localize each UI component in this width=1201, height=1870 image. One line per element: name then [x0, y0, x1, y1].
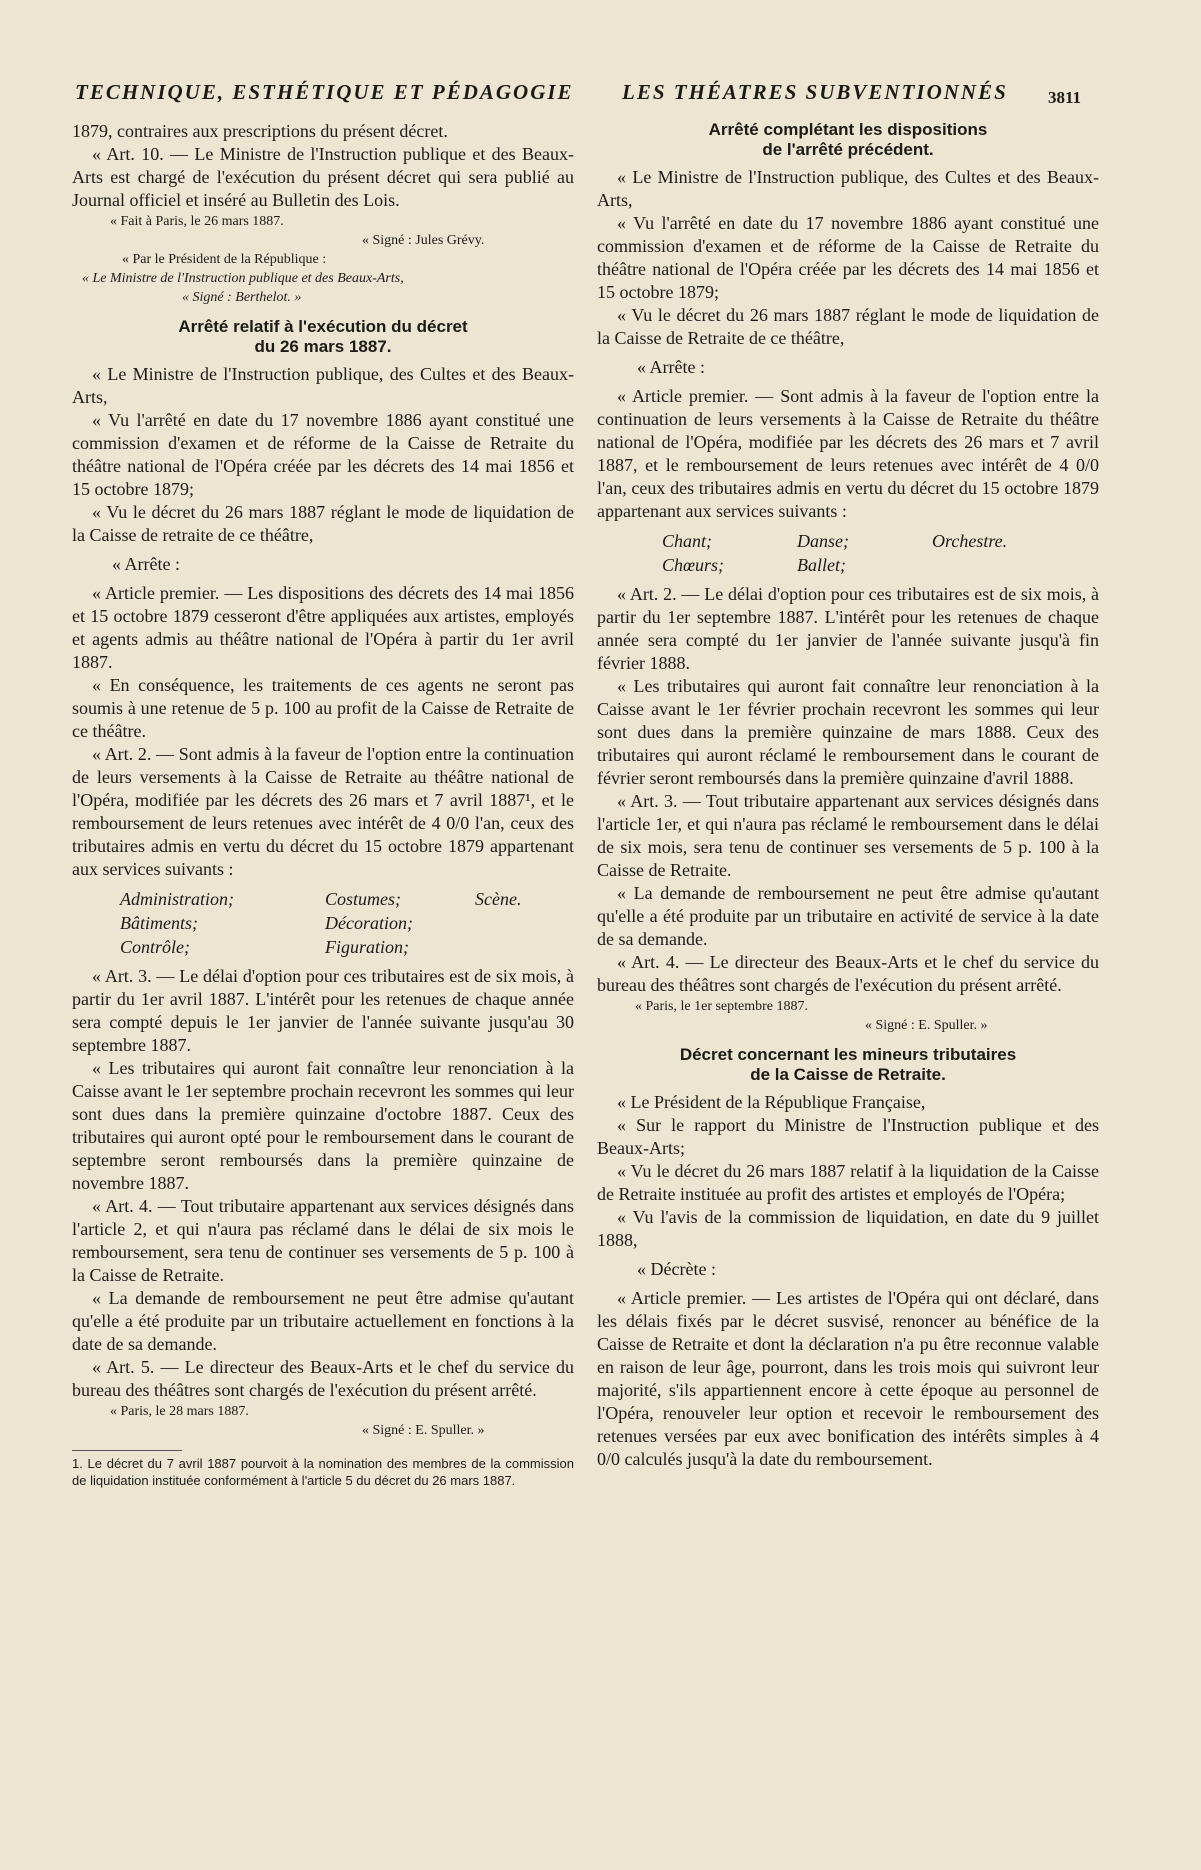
paragraph: « En conséquence, les traitements de ces agents ne seront pas soumis à une retenue de 5 p. 100 au profit de la Caisse de Retraite de ce théâtre.: [72, 675, 574, 741]
signature: « Signé : E. Spuller. »: [865, 1018, 988, 1033]
service-item: Chœurs;: [662, 555, 725, 575]
paragraph: « Art. 5. — Le directeur des Beaux-Arts et le chef du service du bureau des théâtres sont chargés de l'exécution du présent arrêté.: [72, 1357, 574, 1400]
footnote: 1. Le décret du 7 avril 1887 pourvoit à la nomination des membres de la commission de liquidation instituée conformément à l'article 5 du décret du 26 mars 1887.: [72, 1456, 574, 1488]
paragraph: « Vu l'arrêté en date du 17 novembre 1886 ayant constitué une commission d'examen et de réforme de la Caisse de Retraite du théâtre national de l'Opéra créée par les décrets des 14 mai 1856 et 15 octobre 1879;: [597, 213, 1099, 302]
service-item: Décoration;: [325, 913, 413, 933]
paragraph: « Le Ministre de l'Instruction publique, des Cultes et des Beaux-Arts,: [72, 364, 574, 407]
service-item: Orchestre.: [932, 531, 1008, 551]
left-column: [72, 120, 574, 1489]
section-title-line: du 26 mars 1887.: [254, 337, 392, 356]
paragraph: « La demande de remboursement ne peut être admise qu'autant qu'elle a été produite par un tributaire en activité de service à la date de sa demande.: [597, 883, 1099, 949]
paragraph: « Les tributaires qui auront fait connaître leur renonciation à la Caisse avant le 1er septembre prochain recevront les sommes qui leur sont dues dans la première quinzaine d'octobre 1887. Ceux des tributaires qui auront opté pour le remboursement dans le courant de septembre seront remboursés dans la première quinzaine de novembre 1887.: [72, 1058, 574, 1193]
arrete-line: « Arrête :: [637, 357, 705, 377]
paragraph: « Art. 2. — Sont admis à la faveur de l'option entre la continuation de leurs versements à la Caisse de Retraite au théâtre national de l'Opéra, modifiée par les décrets des 26 mars et 7 avril 1887¹, et le remboursement de leurs retenues avec intérêt de 4 0/0 l'an, ceux des tributaires admis en vertu du décret du 15 octobre 1879 appartenant aux services suivants :: [72, 744, 574, 879]
section-title-line: Arrêté relatif à l'exécution du décret: [178, 317, 468, 336]
paragraph: « Vu le décret du 26 mars 1887 réglant le mode de liquidation de la Caisse de retraite de ce théâtre,: [72, 502, 574, 545]
paragraph: « Art. 4. — Le directeur des Beaux-Arts et le chef du service du bureau des théâtres sont chargés de l'exécution du présent arrêté.: [597, 952, 1099, 995]
paragraph: « La demande de remboursement ne peut être admise qu'autant qu'elle a été produite par un tributaire actuellement en fonctions à la date de sa demande.: [72, 1288, 574, 1354]
service-item: Ballet;: [797, 555, 846, 575]
signature: « Signé : E. Spuller. »: [362, 1423, 485, 1438]
running-header-left: TECHNIQUE, ESTHÉTIQUE ET PÉDAGOGIE: [75, 80, 574, 104]
section-title-line: Décret concernant les mineurs tributaires: [679, 1045, 1017, 1064]
paragraph: « Vu l'avis de la commission de liquidation, en date du 9 juillet 1888,: [597, 1207, 1099, 1250]
running-header-right: LES THÉATRES SUBVENTIONNÉS: [622, 80, 1008, 104]
right-column: [597, 120, 1099, 1471]
service-item: [932, 553, 1082, 577]
service-item: [475, 911, 595, 935]
footnote-rule: [72, 1450, 182, 1451]
decrete-line: « Décrète :: [637, 1259, 716, 1279]
paragraph: « Art. 10. — Le Ministre de l'Instruction publique et des Beaux-Arts est chargé de l'exécution du présent décret qui sera publié au Journal officiel et inséré au Bulletin des Lois.: [72, 144, 574, 210]
paragraph: « Les tributaires qui auront fait connaître leur renonciation à la Caisse avant le 1er février prochain recevront les sommes qui leur sont dues dans la première quinzaine de mars 1888. Ceux des tributaires qui auront réclamé le remboursement dans le courant de février seront remboursés dans la première quinzaine d'avril 1888.: [597, 676, 1099, 788]
paragraph: « Art. 3. — Le délai d'option pour ces tributaires est de six mois, à partir du 1er avril 1887. L'intérêt pour les retenues de chaque année sera compté depuis le 1er janvier de l'année suivante jusqu'au 30 septembre 1887.: [72, 966, 574, 1055]
paragraph: « Vu le décret du 26 mars 1887 relatif à la liquidation de la Caisse de Retraite instituée au profit des artistes et employés de l'Opéra;: [597, 1161, 1099, 1204]
page-number: 3811: [1048, 88, 1082, 107]
section-title-line: de l'arrêté précédent.: [762, 140, 934, 159]
paragraph: « Art. 3. — Tout tributaire appartenant aux services désignés dans l'article 1er, et qui n'aura pas réclamé le remboursement dans le délai de six mois, sera tenu de continuer ses versements de 5 p. 100 à la Caisse de Retraite.: [597, 791, 1099, 880]
paragraph: « Vu l'arrêté en date du 17 novembre 1886 ayant constitué une commission d'examen et de réforme de la Caisse de Retraite du théâtre national de l'Opéra créée par les décrets des 14 mai 1856 et 15 octobre 1879;: [72, 410, 574, 499]
arrete-line: « Arrête :: [112, 554, 180, 574]
service-item: Chant;: [662, 531, 713, 551]
service-item: Scène.: [475, 889, 522, 909]
paragraph: « Sur le rapport du Ministre de l'Instruction publique et des Beaux-Arts;: [597, 1115, 1099, 1158]
section-title-line: de la Caisse de Retraite.: [750, 1065, 946, 1084]
paragraph: 1879, contraires aux prescriptions du présent décret.: [72, 121, 448, 141]
services-list: [120, 887, 574, 959]
section-title: [597, 120, 1099, 160]
service-item: Contrôle;: [120, 937, 190, 957]
attribution: « Par le Président de la République :: [122, 252, 327, 267]
paragraph: « Article premier. — Sont admis à la faveur de l'option entre la continuation de leurs versements à la Caisse de Retraite du théâtre national de l'Opéra, modifiée par les décrets des 26 mars et 7 avril 1887, et le remboursement de leurs retenues avec intérêt de 4 0/0 l'an, ceux des tributaires admis en vertu du décret du 15 octobre 1879 appartenant aux services suivants :: [597, 386, 1099, 521]
paragraph: « Le Président de la République Française,: [617, 1092, 926, 1112]
dateline: « Fait à Paris, le 26 mars 1887.: [110, 214, 284, 229]
paragraph: « Art. 4. — Tout tributaire appartenant aux services désignés dans l'article 2, et qui n'aura pas réclamé dans le délai de six mois le remboursement, sera tenu de continuer ses versements de 5 p. 100 à la Caisse de Retraite.: [72, 1196, 574, 1285]
services-list: [662, 529, 1099, 577]
section-title: [72, 317, 574, 357]
service-item: Administration;: [120, 889, 235, 909]
service-item: Costumes;: [325, 889, 401, 909]
section-title-line: Arrêté complétant les dispositions: [708, 120, 988, 139]
signature: « Signé : Jules Grévy.: [362, 233, 485, 248]
attribution: « Le Ministre de l'Instruction publique et des Beaux-Arts,: [82, 271, 404, 286]
service-item: Figuration;: [325, 937, 409, 957]
paragraph: « Le Ministre de l'Instruction publique, des Cultes et des Beaux-Arts,: [597, 167, 1099, 210]
paragraph: « Art. 2. — Le délai d'option pour ces tributaires est de six mois, à partir du 1er septembre 1887. L'intérêt pour les retenues de chaque année sera compté du 1er janvier de l'année suivante jusqu'à fin février 1888.: [597, 584, 1099, 673]
dateline: « Paris, le 28 mars 1887.: [110, 1404, 249, 1419]
paragraph: « Vu le décret du 26 mars 1887 réglant le mode de liquidation de la Caisse de Retraite de ce théâtre,: [597, 305, 1099, 348]
paragraph: « Article premier. — Les artistes de l'Opéra qui ont déclaré, dans les délais fixés par le décret susvisé, renoncer au bénéfice de la Caisse de Retraite et dont la déclaration n'a pu être reconnue valable en raison de leur âge, pourront, dans les trois mois qui suivront leur majorité, s'ils appartiennent encore à cette époque au personnel de l'Opéra, renouveler leur option et recevoir le remboursement des retenues versées par eux avec bonification des intérêts simples à 4 0/0 calculés jusqu'à la date du remboursement.: [597, 1288, 1099, 1469]
section-title: [597, 1045, 1099, 1085]
service-item: Bâtiments;: [120, 913, 198, 933]
paragraph: « Article premier. — Les dispositions des décrets des 14 mai 1856 et 15 octobre 1879 cesseront d'être appliquées aux artistes, employés et agents admis au théâtre national de l'Opéra à partir du 1er avril 1887.: [72, 583, 574, 672]
service-item: Danse;: [797, 531, 849, 551]
dateline: « Paris, le 1er septembre 1887.: [635, 999, 809, 1014]
service-item: [475, 935, 595, 959]
signature: « Signé : Berthelot. »: [182, 290, 302, 305]
